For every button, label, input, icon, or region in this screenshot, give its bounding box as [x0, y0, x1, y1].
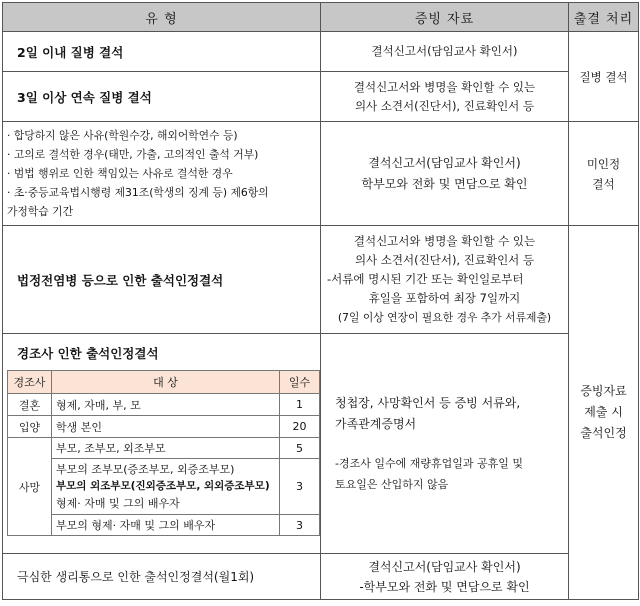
row-sick-short	[3, 32, 639, 72]
evidence-line: 의사 소견서(진단서), 진료확인서 등	[354, 253, 535, 267]
evidence-line: (7일 이상 연장이 필요한 경우 추가 서류제출)	[337, 311, 552, 324]
row-sick-long	[3, 72, 639, 122]
header-type: 유 형	[3, 3, 321, 32]
sub-header-days: 일수	[280, 371, 320, 394]
family-event-title: 경조사 인한 출석인정결석	[17, 346, 159, 361]
reason-item: · 초·중등교육법시행령 제31조(학생의 징계 등) 제6항의	[7, 186, 269, 199]
sub-row	[8, 394, 320, 416]
family-event-table	[7, 370, 320, 536]
evidence-family-event	[321, 334, 569, 554]
evidence-line: -학부모와 전화 및 면담으로 확인	[359, 579, 530, 594]
evidence-line: 가족관계증명서	[335, 416, 417, 431]
outcome-unrecognized	[569, 122, 639, 226]
reason-item: 가정학습 기간	[7, 205, 74, 218]
row-unrecognized	[3, 122, 639, 226]
evidence-line: 결석신고서(담임교사 확인서)	[368, 559, 521, 574]
sub-event: 사망	[8, 438, 52, 536]
outcome-recognized	[569, 226, 639, 600]
sub-row	[8, 459, 320, 515]
sub-target: 형제, 자매, 부, 모	[52, 394, 280, 416]
sub-header-row	[8, 371, 320, 394]
row-family-event	[3, 334, 639, 554]
evidence-line: 청첩장, 사망확인서 등 증빙 서류와,	[335, 395, 521, 410]
reason-item: · 합당하지 않은 사유(학원수강, 해외어학연수 등)	[7, 129, 238, 142]
header-outcome: 출결 처리	[569, 3, 639, 32]
sub-row	[8, 515, 320, 536]
sub-target-line: 형제· 자매 및 그의 배우자	[56, 497, 180, 510]
evidence-line: -경조사 일수에 재량휴업일과 공휴일 및	[335, 456, 523, 470]
reason-item: · 고의로 결석한 경우(태만, 가출, 고의적인 출석 거부)	[7, 148, 259, 161]
row-epidemic	[3, 226, 639, 334]
evidence-sick-long	[321, 72, 569, 122]
outcome-line: 결석	[592, 176, 615, 191]
sub-row	[8, 438, 320, 459]
outcome-sick: 질병 결석	[569, 32, 639, 122]
sub-event: 입양	[8, 416, 52, 438]
sub-days: 5	[280, 438, 320, 459]
sub-row	[8, 416, 320, 438]
type-sick-short: 2일 이내 질병 결석	[3, 32, 321, 72]
sub-days: 3	[280, 515, 320, 536]
sub-days: 3	[280, 459, 320, 515]
sub-target: 부모의 형제· 자매 및 그의 배우자	[52, 515, 280, 536]
evidence-line: 결석신고서와 병명을 확인할 수 있는	[353, 234, 536, 248]
sub-event: 결혼	[8, 394, 52, 416]
outcome-line: 증빙자료	[580, 384, 627, 398]
evidence-line: 학부모와 전화 및 면담으로 확인	[361, 176, 528, 191]
evidence-line: -서류에 명시된 기간 또는 확인일로부터	[327, 272, 524, 286]
header-row	[3, 3, 639, 32]
type-epidemic: 법정전염병 등으로 인한 출석인정결석	[3, 226, 321, 334]
sub-target: 부모, 조부모, 외조부모	[52, 438, 280, 459]
outcome-line: 출석인정	[580, 426, 627, 440]
outcome-line: 제출 시	[584, 405, 623, 419]
sub-days: 1	[280, 394, 320, 416]
sub-days: 20	[280, 416, 320, 438]
unrecognized-reasons	[3, 122, 321, 226]
type-menstrual: 극심한 생리통으로 인한 출석인정결석(월1회)	[3, 554, 321, 600]
evidence-line: 휴일을 포함하여 최장 7일까지	[368, 291, 521, 305]
attendance-table	[2, 2, 639, 600]
evidence-menstrual	[321, 554, 569, 600]
evidence-line: 토요일은 산입하지 않음	[335, 477, 449, 491]
evidence-line: 결석신고서(담임교사 확인서)	[368, 155, 521, 170]
evidence-unrecognized	[321, 122, 569, 226]
type-sick-long: 3일 이상 연속 질병 결석	[3, 72, 321, 122]
evidence-sick-short: 결석신고서(담임교사 확인서)	[321, 32, 569, 72]
outcome-line: 미인정	[586, 156, 621, 171]
header-evidence: 증빙 자료	[321, 3, 569, 32]
sub-target	[52, 459, 280, 515]
sub-target-line: 부모의 조부모(증조부모, 외증조부모)	[56, 463, 235, 476]
evidence-epidemic	[321, 226, 569, 334]
evidence-line: 결석신고서와 병명을 확인할 수 있는	[353, 79, 536, 94]
family-event-cell	[3, 334, 321, 554]
evidence-line: 의사 소견서(진단서), 진료확인서 등	[354, 98, 535, 113]
sub-target: 학생 본인	[52, 416, 280, 438]
sub-target-line: 부모의 외조부모(진외증조부모, 외외증조부모)	[56, 480, 270, 492]
reason-item: · 범법 행위로 인한 책임있는 사유로 결석한 경우	[7, 167, 233, 180]
sub-header-target: 대 상	[52, 371, 280, 394]
row-menstrual	[3, 554, 639, 600]
sub-header-event: 경조사	[8, 371, 52, 394]
